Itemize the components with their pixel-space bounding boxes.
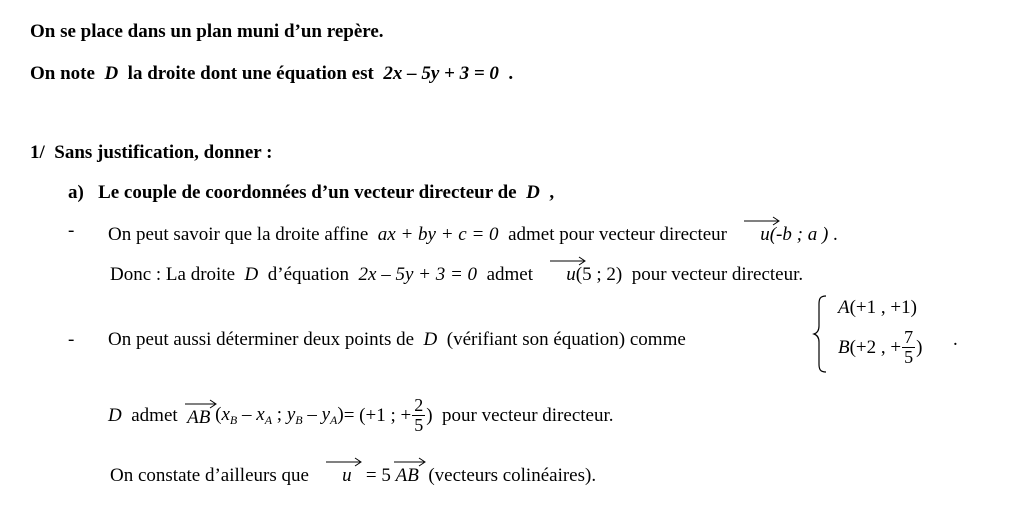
intro-line-1: On se place dans un plan muni d’un repère. <box>30 21 384 42</box>
ab-ya: y <box>321 403 331 425</box>
ab-xb-sub: B <box>229 412 238 427</box>
part-a-label: a) <box>68 182 84 203</box>
ab-ya-sub: A <box>330 412 338 427</box>
intro-var-d: D <box>104 63 119 84</box>
ab-frac-den: 5 <box>414 414 424 435</box>
intro-mid: la droite dont une équation est <box>127 63 374 84</box>
ab-eq-close: ) <box>426 404 433 426</box>
donc-var-d: D <box>244 264 259 285</box>
donc-prefix: Donc : La droite <box>110 264 236 285</box>
ab-sep: ; <box>272 403 287 425</box>
ab-var-d: D <box>108 404 122 426</box>
conclusion-vector-ab-name: AB <box>395 465 419 486</box>
ab-open-paren: ( <box>215 403 222 425</box>
donc-vector-u-name: u <box>566 264 576 285</box>
intro-equation: 2x – 5y + 3 = 0 <box>383 63 499 84</box>
ab-xb: x <box>221 403 230 425</box>
conclusion-line <box>110 462 596 485</box>
part-a-var-d: D <box>526 182 540 203</box>
bullet-1-line <box>108 221 838 244</box>
ab-minus-1: – <box>237 403 257 425</box>
ab-eq-prefix: = (+1 ; + <box>343 404 412 426</box>
point-b-num: 7 <box>904 327 914 347</box>
donc-end: pour vecteur directeur. <box>631 264 804 285</box>
vector-arrow-icon <box>394 456 428 466</box>
question-title: Sans justification, donner : <box>54 142 273 163</box>
conclusion-prefix: On constate d’ailleurs que <box>110 465 309 486</box>
system-brace <box>812 294 830 374</box>
bullet-1-equation: ax + by + c = 0 <box>377 224 499 245</box>
ab-frac-num: 2 <box>414 395 424 415</box>
part-a-heading <box>68 183 554 202</box>
part-a-title: Le couple de coordonnées d’un vecteur directeur de <box>98 182 517 203</box>
vector-u <box>746 221 770 244</box>
point-b-name: B <box>838 336 850 358</box>
conclusion-vector-u <box>328 462 352 485</box>
donc-vector-u <box>552 261 576 284</box>
ab-close-paren: ) <box>337 403 344 425</box>
bullet-1-end: . <box>833 224 838 245</box>
point-b-prefix: (+2 , + <box>849 336 902 358</box>
point-b-end: ) <box>916 336 923 358</box>
question-heading <box>30 143 272 162</box>
intro-end: . <box>508 63 514 84</box>
ab-fraction <box>412 396 425 435</box>
point-b-den: 5 <box>904 346 914 367</box>
vector-arrow-icon <box>550 255 588 265</box>
vector-arrow-icon <box>744 215 782 225</box>
intro-prefix: On note <box>30 63 95 84</box>
bullet-2-dash: - <box>68 329 75 350</box>
point-a-name: A <box>838 297 850 318</box>
intro-line-2 <box>30 64 513 83</box>
bullet-1-text: On peut savoir que la droite affine <box>108 224 369 245</box>
vector-ab-name: AB <box>187 406 211 428</box>
point-a <box>838 298 917 317</box>
donc-admet: admet <box>486 264 533 285</box>
ab-xa: x <box>256 403 265 425</box>
donc-mid: d’équation <box>267 264 350 285</box>
ab-line <box>108 396 614 435</box>
ab-admet: admet <box>131 404 178 426</box>
conclusion-end: (vecteurs colinéaires). <box>428 465 597 486</box>
point-a-coords: (+1 , +1) <box>849 297 917 318</box>
point-b-fraction <box>902 328 915 367</box>
bullet-1-dash: - <box>68 220 75 241</box>
bullet-2-text: On peut aussi déterminer deux points de <box>108 329 415 350</box>
vector-ab <box>187 404 210 427</box>
bullet-2-var-d: D <box>423 329 438 350</box>
conclusion-vector-u-name: u <box>342 465 352 486</box>
bullet-2-text-mid: (vérifiant son équation) comme <box>446 329 686 350</box>
donc-equation: 2x – 5y + 3 = 0 <box>358 264 478 285</box>
point-b <box>838 328 922 367</box>
ab-yb: y <box>286 403 296 425</box>
bullet-2-line <box>108 330 686 349</box>
conclusion-eq: = 5 <box>365 465 391 486</box>
ab-xa-sub: A <box>264 412 273 427</box>
vector-arrow-icon <box>185 398 219 408</box>
bullet-1-text-mid: admet pour vecteur directeur <box>508 224 727 245</box>
vector-u-coords: (-b ; a ) <box>769 224 829 245</box>
donc-vector-coords: (5 ; 2) <box>575 264 623 285</box>
ab-coords <box>215 405 344 426</box>
ab-end: pour vecteur directeur. <box>442 404 614 426</box>
ab-yb-sub: B <box>295 412 303 427</box>
vector-arrow-icon <box>326 456 364 466</box>
question-number: 1/ <box>30 142 45 163</box>
conclusion-vector-ab <box>396 462 419 485</box>
bullet-2-end: . <box>953 329 958 350</box>
part-a-end: , <box>549 182 555 203</box>
vector-u-name: u <box>760 224 770 245</box>
ab-minus-2: – <box>302 403 322 425</box>
donc-line <box>110 261 803 284</box>
